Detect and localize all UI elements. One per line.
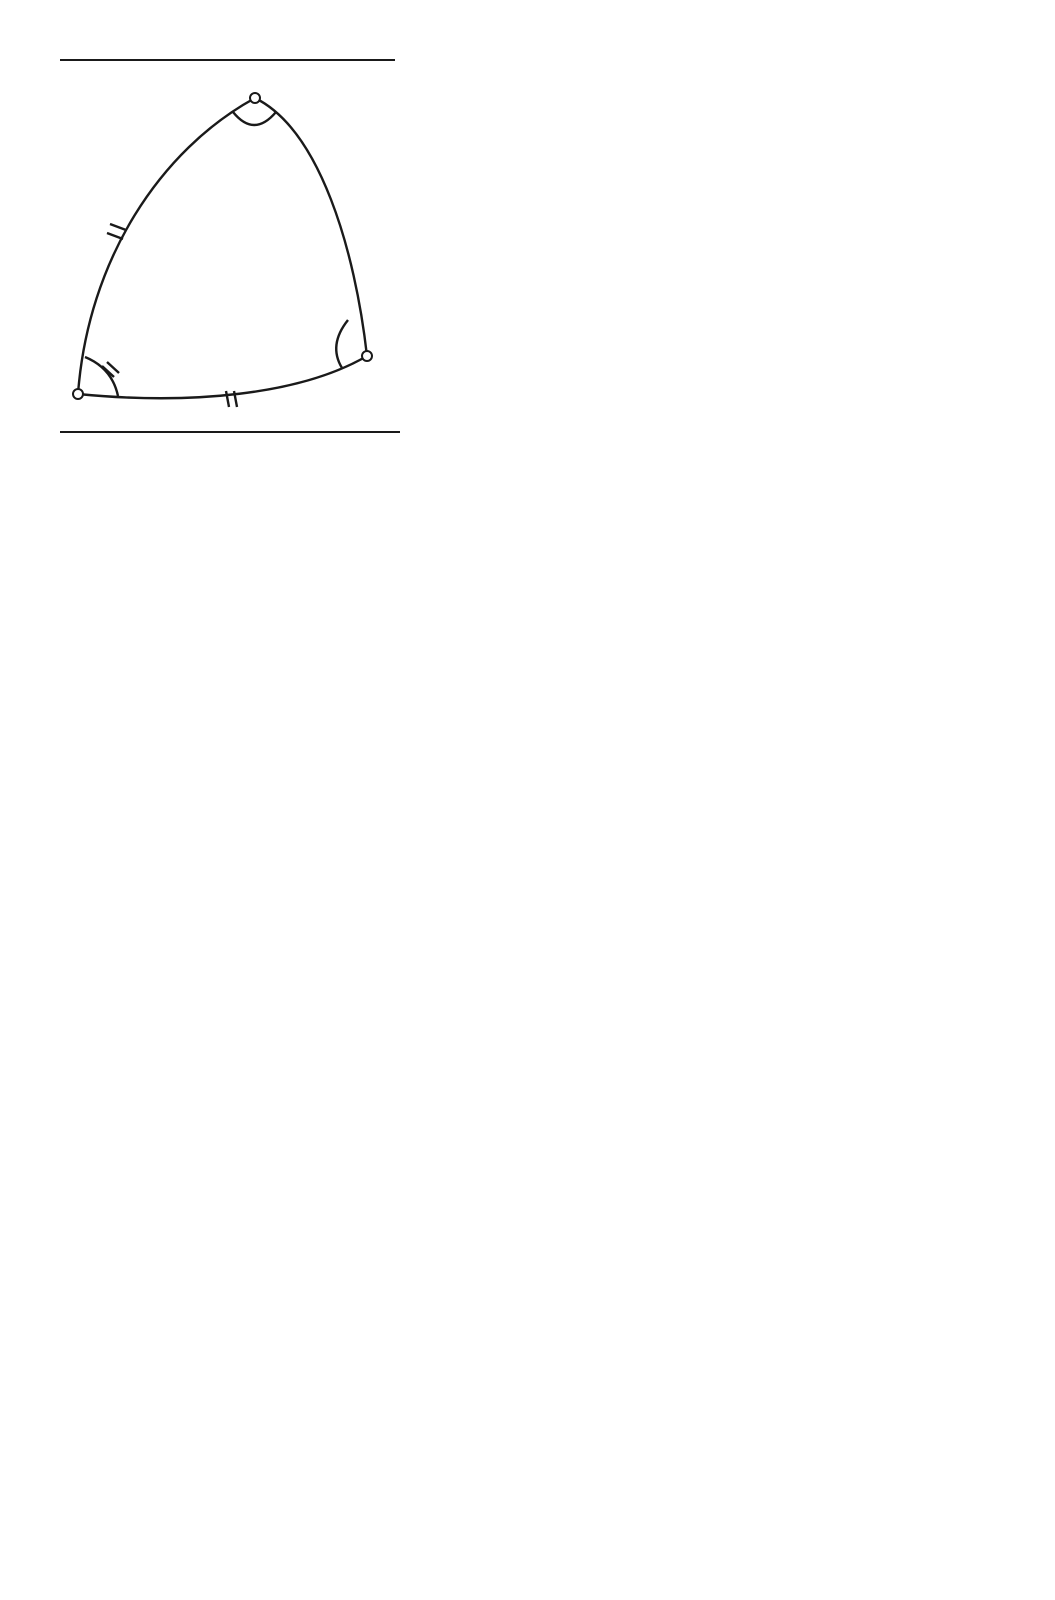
figure-97-side-b xyxy=(78,98,255,394)
figure-97-side-m xyxy=(255,98,367,356)
figure-97-vertex-m xyxy=(73,389,83,399)
figure-97-tick-a-1 xyxy=(226,391,229,407)
figure-97-tick-b-2 xyxy=(107,233,123,239)
figure-97-tick-b-1 xyxy=(110,224,126,230)
figure-97-vertex-b xyxy=(362,351,372,361)
figure-97-angle-arc-b xyxy=(336,320,348,368)
figure-97 xyxy=(40,0,420,450)
figure-97-vertex-a xyxy=(250,93,260,103)
figure-98 xyxy=(640,0,990,450)
figure-97-side-a xyxy=(78,356,367,398)
figure-97-angle-arc-a xyxy=(233,112,276,125)
